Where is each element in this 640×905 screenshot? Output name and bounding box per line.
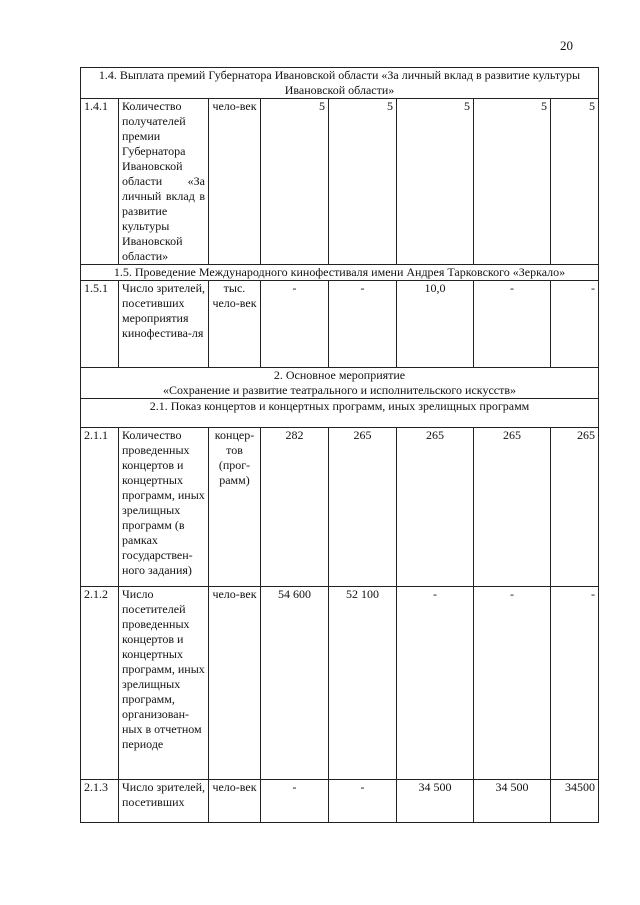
value-cell: 5 xyxy=(397,99,474,265)
indicator-name: Количество получателей премии Губернатора Ивановской области «За личный вклад в развитие культуры Ивановской области» xyxy=(119,99,209,265)
value-cell: 5 xyxy=(261,99,329,265)
section-row-1-4 xyxy=(81,68,599,99)
table-row-2-1-1 xyxy=(81,428,599,587)
indicator-name: Число зрителей, посетивших мероприятия кинофестива-ля xyxy=(119,281,209,368)
unit-of-measure: чело-век xyxy=(209,780,261,823)
value-cell: 34 500 xyxy=(474,780,551,823)
section-row-1-5 xyxy=(81,265,599,281)
value-cell: 265 xyxy=(397,428,474,587)
value-cell: - xyxy=(329,780,397,823)
row-number: 1.4.1 xyxy=(81,99,119,265)
value-cell: 52 100 xyxy=(329,587,397,780)
unit-of-measure: тыс. чело-век xyxy=(209,281,261,368)
table-row-2-1-3 xyxy=(81,780,599,823)
indicators-table xyxy=(80,67,599,823)
main-activity-line-1: 2. Основное мероприятие xyxy=(273,368,406,382)
value-cell: - xyxy=(474,587,551,780)
main-activity-line-2: «Сохранение и развитие театрального и исполнительского искусств» xyxy=(162,383,516,397)
section-title-2-1: 2.1. Показ концертов и концертных программ, иных зрелищных программ xyxy=(81,399,599,428)
row-number: 1.5.1 xyxy=(81,281,119,368)
row-number: 2.1.2 xyxy=(81,587,119,780)
table-row-2-1-2 xyxy=(81,587,599,780)
value-cell: 54 600 xyxy=(261,587,329,780)
value-cell: 5 xyxy=(329,99,397,265)
value-cell: 265 xyxy=(329,428,397,587)
value-cell: 282 xyxy=(261,428,329,587)
unit-of-measure: чело-век xyxy=(209,99,261,265)
value-cell: - xyxy=(551,281,599,368)
row-number: 2.1.1 xyxy=(81,428,119,587)
main-activity-title xyxy=(81,368,599,399)
section-row-2-1 xyxy=(81,399,599,428)
unit-of-measure: концер-тов (прог-рамм) xyxy=(209,428,261,587)
value-cell: 265 xyxy=(474,428,551,587)
unit-of-measure: чело-век xyxy=(209,587,261,780)
table-row-1-5-1 xyxy=(81,281,599,368)
section-title-1-4: 1.4. Выплата премий Губернатора Ивановской области «За личный вклад в развитие культуры Ивановской области» xyxy=(81,68,599,99)
value-cell: - xyxy=(261,281,329,368)
value-cell: 34500 xyxy=(551,780,599,823)
value-cell: 5 xyxy=(474,99,551,265)
value-cell: 5 xyxy=(551,99,599,265)
value-cell: - xyxy=(397,587,474,780)
row-number: 2.1.3 xyxy=(81,780,119,823)
page-number: 20 xyxy=(560,38,573,53)
value-cell: - xyxy=(474,281,551,368)
value-cell: 10,0 xyxy=(397,281,474,368)
section-title-1-5: 1.5. Проведение Международного кинофестиваля имени Андрея Тарковского «Зеркало» xyxy=(81,265,599,281)
value-cell: 265 xyxy=(551,428,599,587)
value-cell: - xyxy=(329,281,397,368)
indicator-name: Число посетителей проведенных концертов и концертных программ, иных зрелищных программ, организован-ных в отчетном периоде xyxy=(119,587,209,780)
table-row-1-4-1 xyxy=(81,99,599,265)
value-cell: - xyxy=(551,587,599,780)
indicator-name: Количество проведенных концертов и концертных программ, иных зрелищных программ (в рамках государствен-ного задания) xyxy=(119,428,209,587)
value-cell: - xyxy=(261,780,329,823)
value-cell: 34 500 xyxy=(397,780,474,823)
main-activity-row-2 xyxy=(81,368,599,399)
indicator-name: Число зрителей, посетивших xyxy=(119,780,209,823)
